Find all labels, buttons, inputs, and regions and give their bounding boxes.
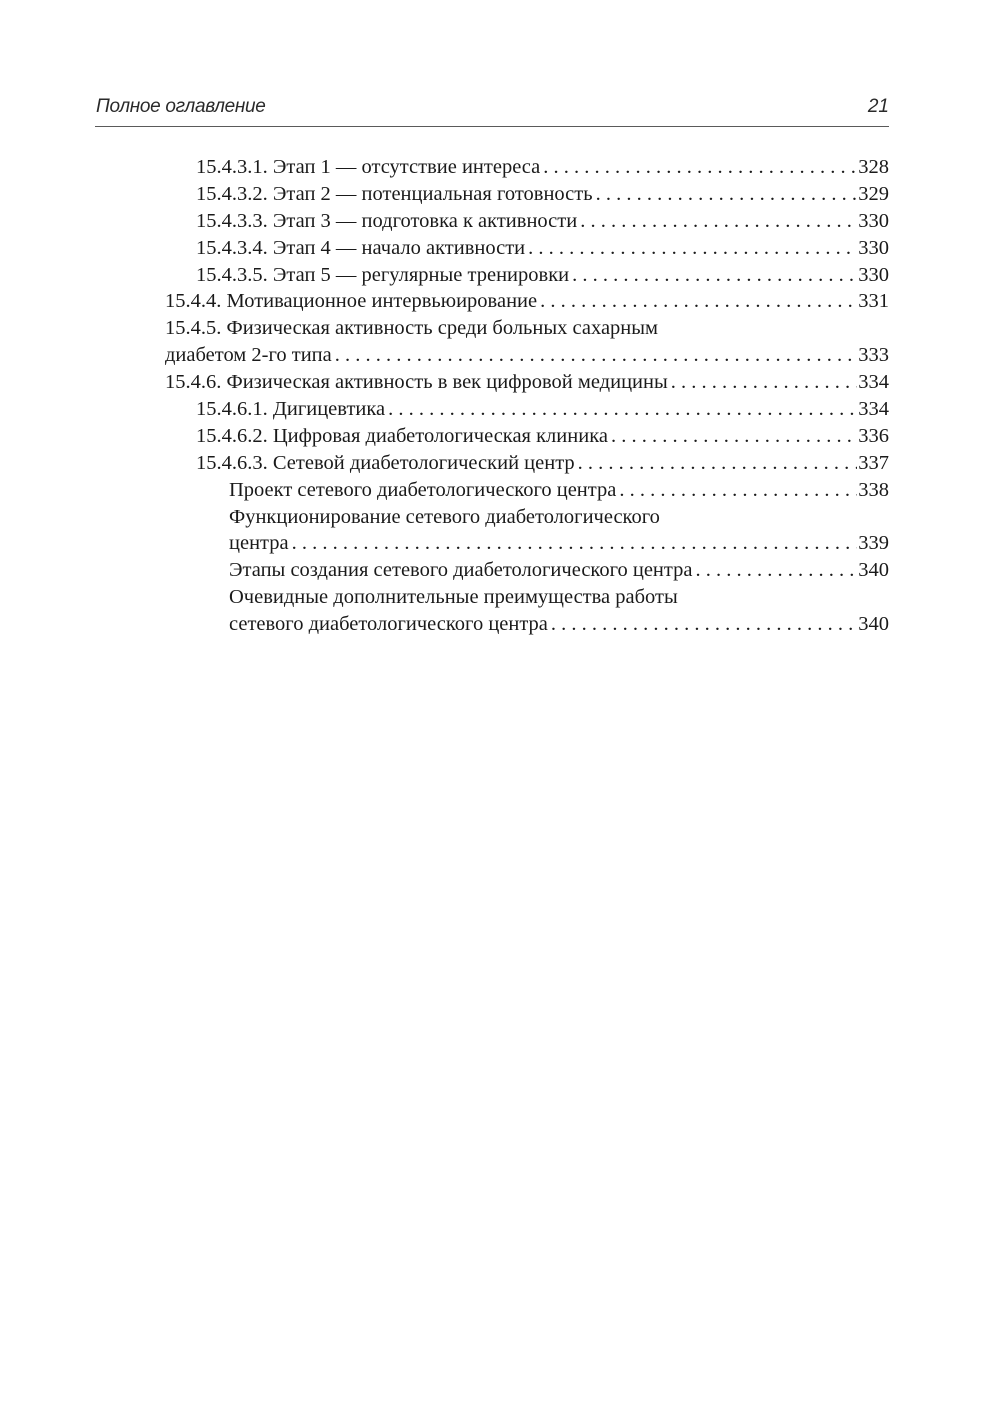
toc-page-number: 334 — [857, 396, 889, 423]
page-number: 21 — [867, 96, 889, 117]
toc-page-number: 328 — [857, 154, 889, 181]
toc-line[interactable] — [196, 423, 1000, 450]
toc-page-number: 338 — [857, 477, 889, 504]
toc-dot-leader — [292, 530, 858, 557]
toc-entry-title: диабетом 2-го типа — [165, 342, 335, 369]
toc-entry — [196, 396, 889, 423]
toc-entry — [165, 315, 889, 342]
toc-entry-title: Очевидные дополнительные преимущества работы — [229, 584, 681, 611]
toc-page-number: 340 — [857, 611, 889, 638]
toc-entry — [165, 369, 889, 396]
toc-page-number: 336 — [857, 423, 889, 450]
toc-page-number: 334 — [857, 369, 889, 396]
toc-line[interactable] — [229, 557, 1000, 584]
toc-entry-title: 15.4.4. Мотивационное интервьюирование — [165, 288, 540, 315]
toc-dot-leader — [528, 235, 857, 262]
toc-page-number: 331 — [857, 288, 889, 315]
toc-dot-leader — [671, 369, 857, 396]
toc-entry — [229, 611, 889, 638]
toc-dot-leader — [619, 477, 857, 504]
toc-line[interactable] — [229, 584, 1000, 611]
toc-page-number: 337 — [857, 450, 889, 477]
toc-entry-title: 15.4.6.3. Сетевой диабетологический центр — [196, 450, 578, 477]
toc-entry-title: 15.4.6.1. Дигицевтика — [196, 396, 388, 423]
toc-page-number: 330 — [857, 235, 889, 262]
toc-line[interactable] — [196, 396, 1000, 423]
toc-entry — [196, 154, 889, 181]
toc-line[interactable] — [229, 477, 1000, 504]
toc-dot-leader — [596, 181, 858, 208]
toc-entry-title: 15.4.3.4. Этап 4 — начало активности — [196, 235, 528, 262]
toc-entry-title: Функционирование сетевого диабетологического — [229, 504, 663, 531]
toc-dot-leader — [543, 154, 857, 181]
toc-entry — [196, 450, 889, 477]
toc-line[interactable] — [229, 504, 1000, 531]
toc-line[interactable] — [196, 181, 1000, 208]
toc-entry — [196, 208, 889, 235]
toc-line[interactable] — [165, 342, 1000, 369]
toc-dot-leader — [580, 208, 857, 235]
running-header — [95, 96, 889, 127]
toc-entry — [229, 584, 889, 611]
toc-entry-title: 15.4.3.5. Этап 5 — регулярные тренировки — [196, 262, 572, 289]
toc-entry-title: Проект сетевого диабетологического центра — [229, 477, 619, 504]
toc-dot-leader — [572, 262, 857, 289]
toc-line[interactable] — [196, 235, 1000, 262]
toc-dot-leader — [611, 423, 857, 450]
toc-entry — [196, 181, 889, 208]
toc-entry-title: 15.4.6. Физическая активность в век цифровой медицины — [165, 369, 671, 396]
toc-dot-leader — [578, 450, 858, 477]
toc-line[interactable] — [196, 208, 1000, 235]
toc-line[interactable] — [165, 288, 1000, 315]
toc-dot-leader — [540, 288, 857, 315]
toc-page-number: 339 — [857, 530, 889, 557]
toc-line[interactable] — [196, 450, 1000, 477]
toc-entry-title: центра — [229, 530, 292, 557]
toc-entry-title: Этапы создания сетевого диабетологического центра — [229, 557, 695, 584]
toc-line[interactable] — [165, 315, 1000, 342]
toc-page-number: 329 — [857, 181, 889, 208]
toc-entry — [165, 288, 889, 315]
toc-entry — [196, 423, 889, 450]
toc-line[interactable] — [196, 262, 1000, 289]
toc-dot-leader — [695, 557, 857, 584]
toc-entry-title: 15.4.3.2. Этап 2 — потенциальная готовность — [196, 181, 596, 208]
toc-line[interactable] — [196, 154, 1000, 181]
toc-entry-title: 15.4.3.1. Этап 1 — отсутствие интереса — [196, 154, 543, 181]
toc-dot-leader — [335, 342, 857, 369]
toc-line[interactable] — [165, 369, 1000, 396]
toc-entry — [196, 235, 889, 262]
toc-entry — [229, 557, 889, 584]
toc-page-number: 330 — [857, 208, 889, 235]
table-of-contents — [0, 154, 1000, 638]
toc-entry — [229, 477, 889, 504]
toc-page-number: 340 — [857, 557, 889, 584]
toc-dot-leader — [551, 611, 857, 638]
toc-entry — [196, 262, 889, 289]
toc-entry — [229, 504, 889, 531]
toc-page-number: 333 — [857, 342, 889, 369]
toc-entry-title: 15.4.5. Физическая активность среди больных сахарным — [165, 315, 661, 342]
running-header-title: Полное оглавление — [96, 96, 266, 117]
toc-entry — [229, 530, 889, 557]
toc-entry-title: 15.4.6.2. Цифровая диабетологическая клиника — [196, 423, 611, 450]
toc-entry — [165, 342, 889, 369]
toc-entry-title: сетевого диабетологического центра — [229, 611, 551, 638]
toc-entry-title: 15.4.3.3. Этап 3 — подготовка к активности — [196, 208, 580, 235]
toc-line[interactable] — [229, 530, 1000, 557]
toc-dot-leader — [388, 396, 857, 423]
toc-page-number: 330 — [857, 262, 889, 289]
toc-line[interactable] — [229, 611, 1000, 638]
